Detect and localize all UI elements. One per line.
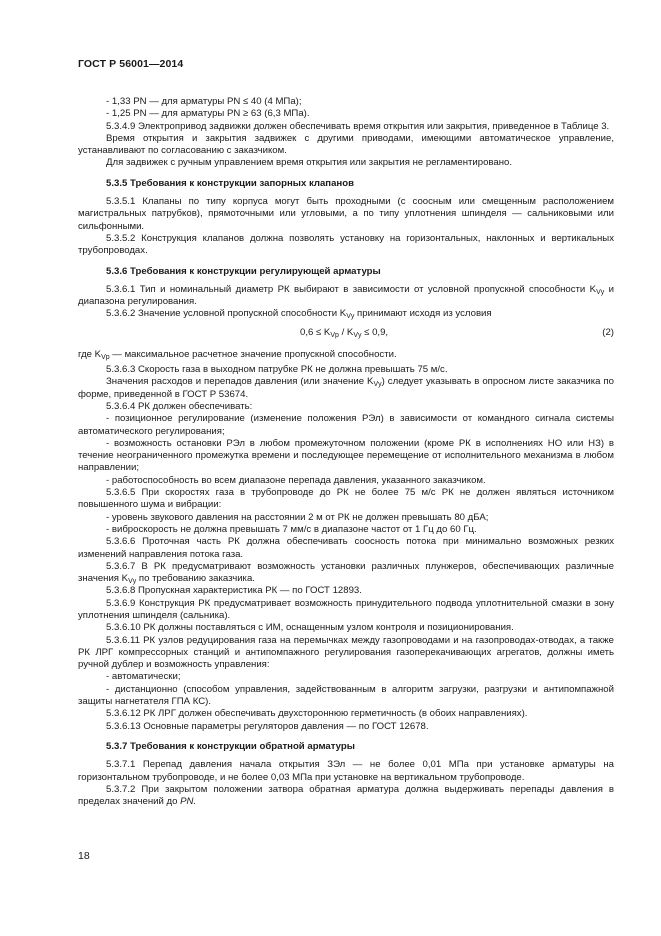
list-item: - возможность остановки РЭл в любом промежуточном положении (кроме РК в исполнениях НО или НЗ) в течение неограниченного промежутка времени и последующее перемещение от исполнительного механизма в любом направлении; <box>78 437 614 474</box>
paragraph: 5.3.6.9 Конструкция РК предусматривает возможность принудительного подвода уплотнительной смазки в зону уплотнения шпинделя (сальника). <box>78 597 614 621</box>
paragraph: 5.3.5.1 Клапаны по типу корпуса могут быть проходными (с соосным или смещенным расположением магистральных патрубков), прямоточными или угловыми, а по типу уплотнения шпинделя — сальниковыми или сильфонными. <box>78 196 614 232</box>
list-item: - работоспособность во всем диапазоне перепада давления, указанного заказчиком. <box>106 474 486 486</box>
equation <box>78 327 614 341</box>
document-header: ГОСТ Р 56001—2014 <box>78 58 184 70</box>
paragraph: где $K_{Vр}$ — максимальное расчетное значение пропускной способности. <box>78 348 397 361</box>
paragraph: Для задвижек с ручным управлением время открытия или закрытия не регламентировано. <box>106 157 513 169</box>
list-item: - 1,25 PN — для арматуры PN ≥ 63 (6,3 МПа). <box>106 108 310 120</box>
paragraph: 5.3.6.7 В РК предусматривают возможность установки различных плунжеров, обеспечивающих различные значения $K_{Vу}$ по требованию заказчика. <box>78 560 614 586</box>
paragraph: 5.3.6.12 РК ЛРГ должен обеспечивать двухстороннюю герметичность (в обоих направлениях). <box>106 708 528 720</box>
paragraph: 5.3.6.5 При скоростях газа в трубопроводе до РК не более 75 м/с РК не должен являться источником повышенного шума и вибрации: <box>78 487 614 511</box>
section-heading: 5.3.6 Требования к конструкции регулирующей арматуры <box>106 265 381 277</box>
list-item: - уровень звукового давления на расстоянии 2 м от РК не должен превышать 80 дБА; <box>106 511 489 523</box>
paragraph: 5.3.6.4 РК должен обеспечивать: <box>106 400 253 412</box>
equation-number: (2) <box>602 326 614 338</box>
paragraph: 5.3.6.13 Основные параметры регуляторов давления — по ГОСТ 12678. <box>106 720 429 732</box>
page-number: 18 <box>78 850 90 862</box>
paragraph: Время открытия и закрытия задвижек с другими приводами, имеющими автоматическое управление, устанавливают по согласованию с заказчиком. <box>78 132 614 157</box>
list-item: - виброскорость не должна превышать 7 мм/с в диапазоне частот от 1 Гц до 60 Гц. <box>106 523 477 535</box>
paragraph: 5.3.6.6 Проточная часть РК должна обеспечивать соосность потока при минимально возможных резких изменений направления потока газа. <box>78 536 614 560</box>
paragraph: 5.3.6.2 Значение условной пропускной способности $K_{Vу}$ принимают исходя из условия <box>106 308 492 321</box>
paragraph: 5.3.6.3 Скорость газа в выходном патрубке РК не должна превышать 75 м/с. <box>106 364 448 376</box>
paragraph: 5.3.6.10 РК должны поставляться с ИМ, оснащенным узлом контроля и позиционирования. <box>106 622 514 634</box>
paragraph: 5.3.7.1 Перепад давления начала открытия ЗЭл — не более 0,01 МПа при установке арматуры на горизонтальном трубопроводе, и не более 0,03 МПа при установке на вертикальном трубопроводе. <box>78 759 614 783</box>
paragraph: 5.3.6.1 Тип и номинальный диаметр РК выбирают в зависимости от условной пропускной способности $K_{Vу}$ и диапазона регулирования. <box>78 283 614 308</box>
paragraph: Значения расходов и перепадов давления (или значение $K_{Vу}$) следует указывать в опросном листе заказчика по форме, приведенной в ГОСТ Р 53674. <box>78 376 614 400</box>
list-item: - автоматически; <box>106 671 181 683</box>
list-item: - 1,33 PN — для арматуры PN ≤ 40 (4 МПа); <box>106 96 302 107</box>
paragraph: 5.3.6.11 РК узлов редуцирования газа на перемычках между газопроводами и на газопроводах-отводах, а также РК ЛРГ компрессорных станций и антипомпажного регулирования газоперекачивающих агрегатов, должны иметь ручной дублер и возможность управления: <box>78 634 614 671</box>
paragraph: 5.3.4.9 Электропривод задвижки должен обеспечивать время открытия или закрытия, приведенное в Таблице 3. <box>106 120 610 132</box>
paragraph: 5.3.5.2 Конструкция клапанов должна позволять установку на горизонтальных, наклонных и вертикальных трубопроводах. <box>78 232 614 257</box>
paragraph: 5.3.7.2 При закрытом положении затвора обратная арматура должна выдерживать перепады давления в пределах значений до PN. <box>78 783 614 808</box>
list-item: - позиционное регулирование (изменение положения РЭл) в зависимости от командного сигнала системы автоматического регулирования; <box>78 413 614 437</box>
section-heading: 5.3.5 Требования к конструкции запорных клапанов <box>106 177 354 189</box>
document-body <box>78 96 614 808</box>
paragraph: 5.3.6.8 Пропускная характеристика РК — по ГОСТ 12893. <box>106 585 362 597</box>
list-item: - дистанционно (способом управления, задействованным в алгоритм загрузки, разгрузки и антипомпажной защиты нагнетателя ГПА КС). <box>78 683 614 708</box>
section-heading: 5.3.7 Требования к конструкции обратной арматуры <box>106 740 355 752</box>
equation-formula: $0,6 \le K_{Vр} / K_{Vу} \le 0,9$, <box>300 326 389 339</box>
